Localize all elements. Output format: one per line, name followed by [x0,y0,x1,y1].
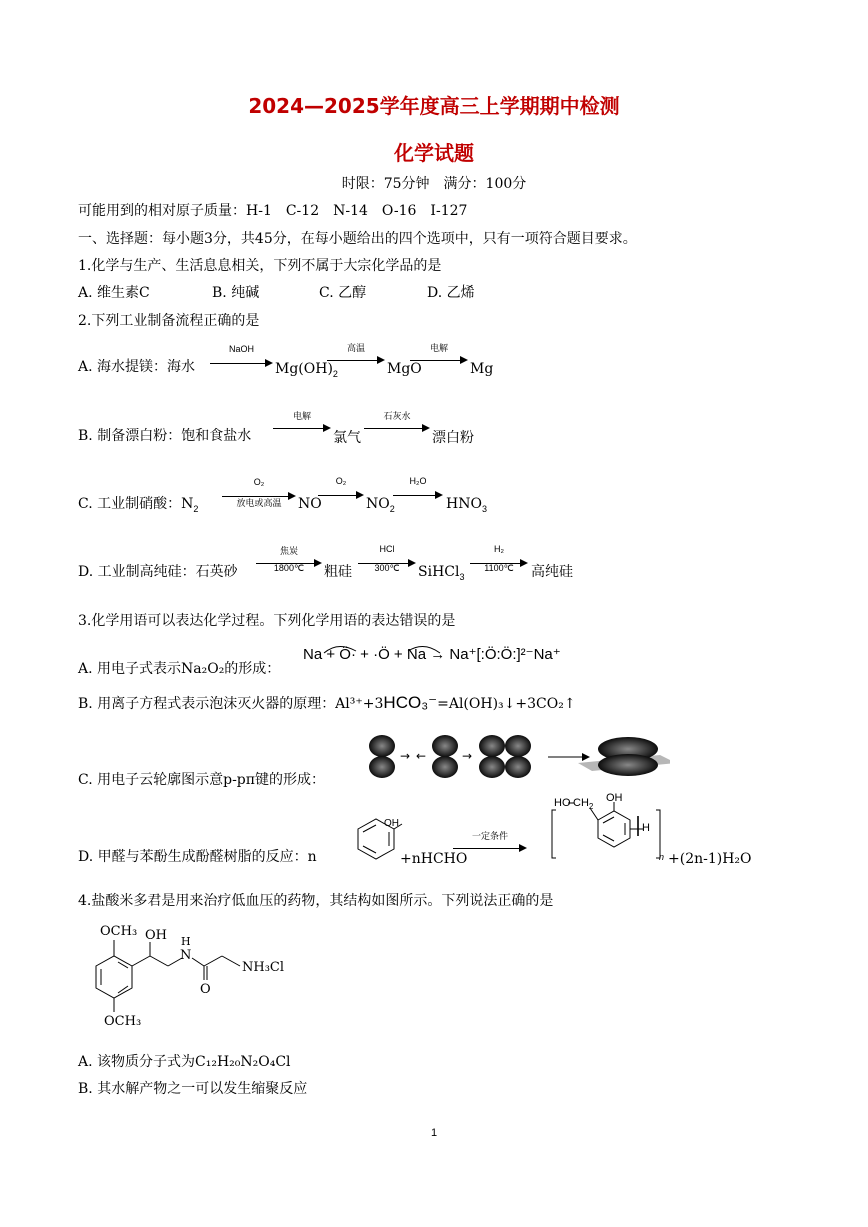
q2d-species-2-text: SiHCl [418,564,460,580]
q2b-arrow-1 [273,411,331,436]
q2c-arrow-1 [222,477,296,508]
q1-option-d: D. 乙烯 [427,285,475,301]
q2c-arrow-2-label: O₂ [335,476,347,486]
q2c-species-2-sub: 2 [389,503,395,514]
q4-oh: OH [145,928,167,943]
q3a-plus-2: + [360,646,369,663]
q3d-resin-n: n [659,852,665,862]
q3b-text: B. 用离子方程式表示泡沫灭火器的原理：Al³⁺+3 [78,696,384,712]
q2c-species-1: NO [298,496,322,512]
q3b-hco3: HCO₃⁻ [383,693,438,712]
q2d-species-2-sub: 3 [459,571,465,582]
q3-option-c: C. 用电子云轮廓图示意p-pπ键的形成： [78,772,325,788]
q3-option-b [78,693,576,714]
q3d-resin-ch2-sub: 2 [588,802,594,812]
q2c-species-2-text: NO [366,496,390,512]
q1-option-a: A. 维生素C [78,285,150,301]
q4-och3-top: OCH₃ [100,924,138,939]
q2b-arrow-2-label: 石灰水 [383,411,411,421]
q2c-arrow-2 [318,476,364,503]
q2c-arrow-3-label: H₂O [409,476,427,486]
q4-n: N [180,948,192,963]
q1-stem: 1.化学与生产、生活息息相关，下列不属于大宗化学品的是 [78,258,442,274]
q3-stem: 3.化学用语可以表达化学过程。下列化学用语的表达错误的是 [78,613,456,629]
q2c-arrow-1-label: O₂ [253,477,265,487]
q2c-species-3 [446,494,487,519]
q2a-arrow-3-label: 电解 [429,343,448,353]
q3d-hcho: +nHCHO [400,851,468,867]
section-heading: 一、选择题：每小题3分，共45分，在每小题给出的四个选项中，只有一项符合题目要求。 [78,231,637,247]
q3c-orbital-diagram [360,733,670,781]
q2c-prefix: C. 工业制硝酸：N [78,496,194,512]
q2a-species-1-text: Mg(OH) [275,361,333,377]
q4-o: O [200,982,211,997]
q2c-arrow-1-sublabel: 放电或高温 [236,498,282,508]
svg-text:→: → [462,749,473,763]
q1-option-c: C. 乙醇 [319,285,367,301]
q4-och3-bottom: OCH₃ [104,1014,142,1029]
exam-title: 2024—2025学年度高三上学期期中检测 [248,94,620,118]
q4-h: H [181,935,191,948]
exam-subject: 化学试题 [394,141,474,165]
q2d-arrow-2 [358,544,416,573]
q4-option-b: B. 其水解产物之一可以发生缩聚反应 [78,1081,308,1097]
svg-text:→: → [400,749,411,763]
q2d-arrow-3-label: H₂ [494,544,504,554]
q2c-species-3-sub: 3 [481,503,487,514]
time-info: 时限：75分钟 满分：100分 [341,176,527,192]
q3a-na-left: Na [303,646,323,663]
q2d-arrow-1 [256,546,322,573]
q3a-electron-formula: Na + Ö· + ·Ö + Na → Na⁺[:Ö:Ö:]²⁻Na⁺ [303,646,561,663]
q2-option-b: B. 制备漂白粉：饱和食盐水 [78,428,252,444]
q3a-transfer-arcs [320,641,470,655]
q3a-o-2: Ö [378,646,390,663]
q2d-arrow-1-label: 焦炭 [279,546,298,556]
q2a-arrow-2-label: 高温 [346,343,365,353]
q4-stem: 4.盐酸米多君是用来治疗低血压的药物，其结构如图所示。下列说法正确的是 [78,893,554,909]
page-number: 1 [430,1127,438,1139]
q2b-arrow-2 [364,411,430,436]
q2c-species-3-text: HNO [446,496,482,512]
svg-text:←: ← [416,749,427,763]
q2a-arrow-1 [210,344,273,371]
q2d-species-3: 高纯硅 [531,564,573,580]
q3a-yield-arrow: → [430,646,446,663]
q2-option-c [78,494,198,519]
q3a-plus-3: + [393,646,403,663]
q3d-resin-h: H [642,822,650,834]
q2a-species-2: MgO [387,361,422,377]
q3b-rest: =Al(OH)₃↓+3CO₂↑ [437,696,576,712]
q3d-resin-ch2 [573,797,593,811]
q2-stem: 2.下列工业制备流程正确的是 [78,313,260,329]
q3d-resin-ho: HO [554,797,571,809]
q2d-species-2 [418,562,464,587]
q2b-arrow-1-label: 电解 [292,411,311,421]
q2a-arrow-3 [410,343,468,368]
q3a-plus-1: + [326,646,336,663]
q3d-resin-ch2-text: CH [573,797,589,809]
q2b-species-2: 漂白粉 [432,430,474,446]
q1-option-b: B. 纯碱 [212,285,260,301]
q3d-phenol-oh: OH [384,818,399,829]
q2b-species-1: 氯气 [333,430,361,446]
q3a-product: Na⁺[:Ö:Ö:]²⁻Na⁺ [449,646,561,663]
q2-option-a: A. 海水提镁：海水 [78,359,196,375]
q2d-arrow-3 [470,544,528,573]
q2a-arrow-2 [327,343,385,368]
q2c-species-2 [366,494,395,519]
q2d-arrow-2-sublabel: 300℃ [374,563,400,573]
q3d-resin-oh: OH [606,792,623,804]
q3d-water: +(2n-1)H₂O [668,851,752,867]
q2d-arrow-3-sublabel: 1100℃ [484,563,514,573]
atomic-masses: 可能用到的相对原子质量：H-1 C-12 N-14 O-16 I-127 [78,203,468,219]
q3d-arrow [453,831,527,856]
q4-option-a: A. 该物质分子式为C₁₂H₂₀N₂O₄Cl [78,1054,291,1070]
q2-option-d: D. 工业制高纯硅：石英砂 [78,564,238,580]
q2d-arrow-1-sublabel: 1800℃ [273,563,305,573]
q2d-arrow-2-label: HCl [379,544,395,554]
q3-option-a: A. 用电子式表示Na₂O₂的形成： [78,661,281,677]
q2c-arrow-3 [393,476,443,503]
q3d-arrow-label: 一定条件 [471,831,508,841]
q2a-species-3: Mg [470,361,494,377]
q3a-o-1: Ö [339,646,351,663]
q2a-species-1-sub: 2 [332,368,338,379]
q3-option-d: D. 甲醛与苯酚生成酚醛树脂的反应：n [78,849,317,865]
q2a-arrow-1-label: NaOH [228,344,254,354]
q2c-prefix-sub: 2 [193,503,199,514]
q2d-species-1: 粗硅 [324,564,352,580]
q4-nh3cl: NH₃Cl [242,960,285,975]
q3a-na-right: Na [406,646,427,663]
